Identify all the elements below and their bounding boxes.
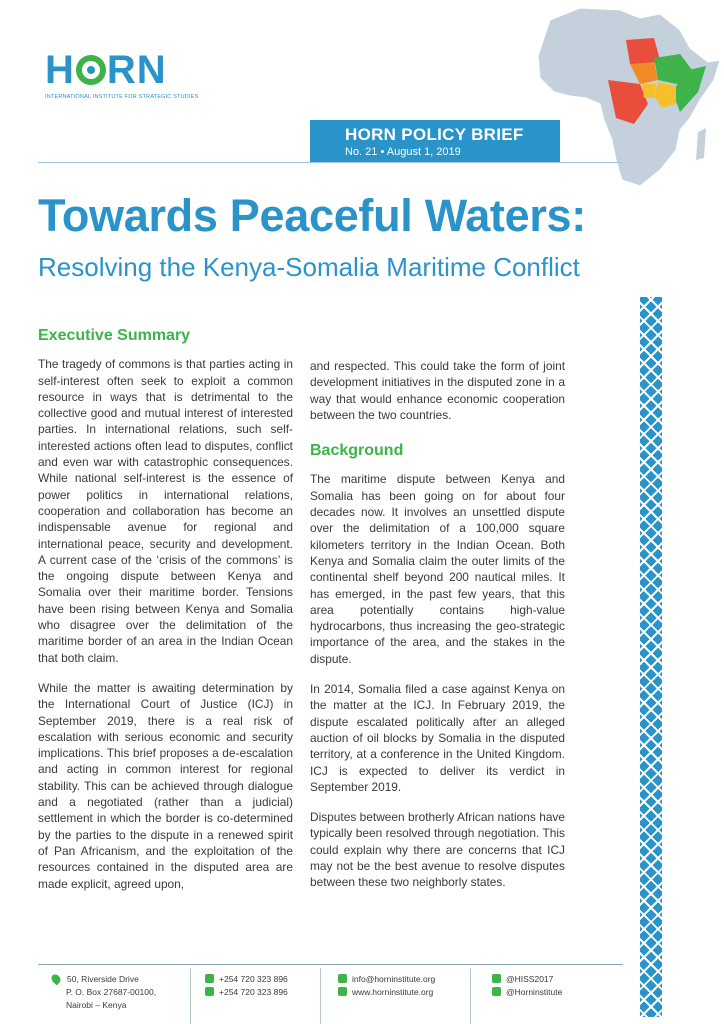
- header-divider: [38, 162, 623, 163]
- right-column: [310, 358, 565, 905]
- policy-brief-banner: [310, 120, 560, 162]
- logo-letters-rn: RN: [106, 48, 167, 92]
- address-line-1: 50, Riverside Drive: [67, 973, 139, 984]
- background-heading: Background: [310, 442, 404, 460]
- document-title: Towards Peaceful Waters:: [38, 190, 586, 241]
- footer-phones: [205, 972, 288, 998]
- footer-social: [492, 972, 562, 998]
- logo-o-icon: [76, 55, 106, 85]
- footer-divider: [38, 964, 623, 965]
- footer-separator: [320, 968, 321, 1024]
- twitter-icon: [492, 987, 501, 996]
- globe-icon: [338, 987, 347, 996]
- left-column: [38, 328, 293, 906]
- background-paragraph-3: Disputes between brotherly African nations have typically been resolved through negotiation. This could explain why there are concerns that ICJ may not be the best avenue to resolve disputes between these two neighborly states.: [310, 810, 565, 890]
- phone-number-1[interactable]: +254 720 323 896: [219, 973, 288, 984]
- location-pin-icon: [50, 972, 63, 985]
- document-subtitle: Resolving the Kenya-Somalia Maritime Conflict: [38, 252, 580, 282]
- address-line-2: P. O. Box 27687-00100,: [66, 986, 157, 997]
- region-madagascar-shape: [696, 128, 706, 160]
- website-link[interactable]: www.horninstitute.org: [352, 986, 434, 997]
- facebook-icon: [492, 974, 501, 983]
- executive-summary-paragraph-1: The tragedy of commons is that parties acting in self-interest often seek to exploit a common resource in ways that is detrimental to the collective good and mutual interest of interested parties. In international relations, such self-interested actions often lead to disputes, conflict and even war with catastrophic consequences. While national self-interest is the essence of power politics in international relations, cooperation and collaboration has become an indispensable avenue for regional and international peace, security and development. A current case of the ‘crisis of the commons’ is the ongoing dispute between Kenya and Somalia over their maritime border. Tensions have been rising between Kenya and Somalia who disagree over the delimitation of the maritime border of an area in the Indian Ocean that both claim.: [38, 357, 293, 665]
- mobile-icon: [205, 987, 214, 996]
- decorative-pattern-strip: [640, 297, 662, 1017]
- policy-brief-issue: No. 21 • August 1, 2019: [345, 146, 461, 158]
- footer-address: [52, 972, 156, 1011]
- region-uganda-shape: [642, 84, 656, 98]
- background-paragraph-2: In 2014, Somalia filed a case against Kenya on the matter at the ICJ. In February 2019, the dispute escalated politically after an alleged auction of oil blocks by Somalia in the disputed territory, at a conference in the United Kingdom. ICJ is expected to deliver its verdict in September 2019.: [310, 682, 565, 794]
- email-icon: [338, 974, 347, 983]
- executive-summary-heading: Executive Summary: [38, 327, 191, 344]
- footer-separator: [470, 968, 471, 1024]
- logo-wordmark: [45, 50, 215, 90]
- logo-letter-h: H: [45, 48, 75, 92]
- phone-icon: [205, 974, 214, 983]
- executive-summary-paragraph-2-continued: and respected. This could take the form of joint development initiatives in the disputed zone in a way that would enhance economic cooperation between the two countries.: [310, 359, 565, 422]
- policy-brief-title: HORN POLICY BRIEF: [345, 125, 524, 144]
- background-paragraph-1: The maritime dispute between Kenya and Somalia has been going on for about four decades now. It involves an unsettled dispute over the delimitation of a 100,000 square kilometers territory in the Indian Ocean. Both Kenya and Somalia claim the outer limits of the continental shelf beyond 200 nautical miles. It has emerged, in the past few years, that this area potentially contains high-value hydrocarbons, thus increasing the geo-strategic importance of the area, and the stakes in the dispute.: [310, 472, 565, 666]
- email-link[interactable]: info@horninstitute.org: [352, 973, 436, 984]
- footer-separator: [190, 968, 191, 1024]
- logo-tagline: INTERNATIONAL INSTITUTE FOR STRATEGIC STUDIES: [45, 94, 199, 100]
- executive-summary-paragraph-2: While the matter is awaiting determination by the International Court of Justice (ICJ) in September 2019, there is a real risk of escalation with serious economic and security implications. This brief proposes a de-escalation and acting in common interest for regional stability. This can be achieved through dialogue and a negotiated (rather than a judicial) settlement in which the border is co-determined by the parties to the dispute in a renewed spirit of Pan Africanism, and the exploitation of the resources contained in the disputed area are made explicit, agreed upon,: [38, 680, 293, 891]
- phone-number-2[interactable]: +254 720 323 896: [219, 986, 288, 997]
- address-line-3: Nairobi – Kenya: [66, 999, 127, 1010]
- horn-logo: [45, 50, 215, 100]
- twitter-handle[interactable]: @Horninstitute: [506, 986, 563, 997]
- footer-web: [338, 972, 435, 998]
- facebook-handle[interactable]: @HISS2017: [506, 973, 554, 984]
